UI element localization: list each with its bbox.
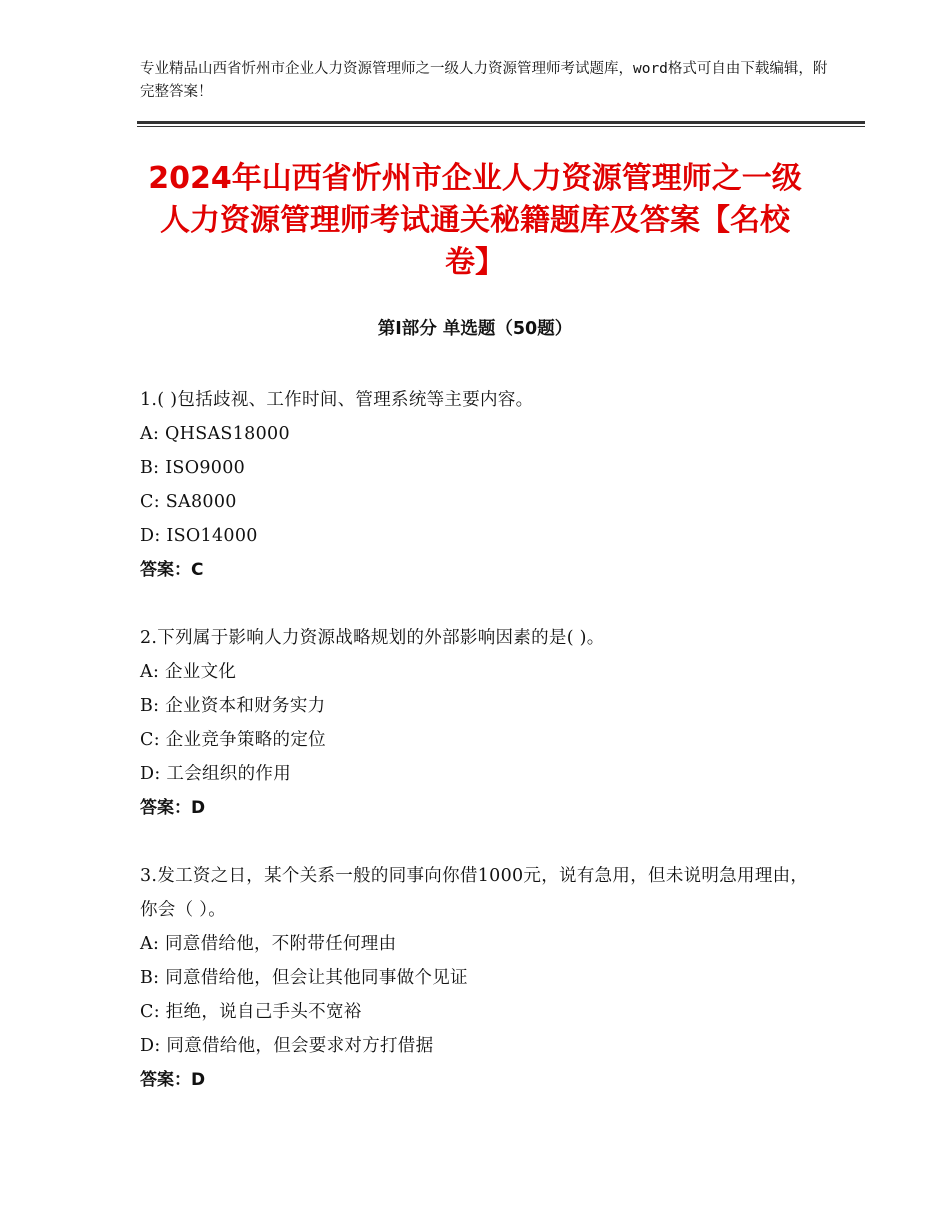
document-title: 2024年山西省忻州市企业人力资源管理师之一级人力资源管理师考试通关秘籍题库及答案【名校卷】 — [148, 161, 802, 280]
option-c: C: SA8000 — [140, 492, 237, 512]
option-b: B: 同意借给他，但会让其他同事做个见证 — [140, 968, 468, 988]
question-list — [140, 383, 820, 1131]
question-stem: 1.( )包括歧视、工作时间、管理系统等主要内容。 — [140, 390, 534, 410]
option-c: C: 企业竞争策略的定位 — [140, 730, 326, 750]
header-rule-thick — [137, 121, 865, 124]
header-note: 专业精品山西省忻州市企业人力资源管理师之一级人力资源管理师考试题库，word格式可自由下载编辑，附完整答案！ — [140, 61, 828, 100]
section-title: 第Ⅰ部分 单选题（50题） — [377, 319, 573, 339]
header-rule-thin — [137, 126, 865, 127]
option-d: D: 工会组织的作用 — [140, 764, 291, 784]
answer: 答案：D — [140, 1070, 206, 1090]
option-d: D: ISO14000 — [140, 526, 258, 546]
question-1 — [140, 383, 820, 587]
option-a: A: QHSAS18000 — [140, 424, 290, 444]
answer: 答案：C — [140, 560, 204, 580]
option-a: A: 同意借给他，不附带任何理由 — [140, 934, 397, 954]
option-b: B: ISO9000 — [140, 458, 246, 478]
question-stem: 3.发工资之日，某个关系一般的同事向你借1000元，说有急用，但未说明急用理由，你会（ ）。 — [140, 866, 809, 920]
question-stem: 2.下列属于影响人力资源战略规划的外部影响因素的是( )。 — [140, 628, 605, 648]
question-2 — [140, 621, 820, 825]
option-b: B: 企业资本和财务实力 — [140, 696, 326, 716]
question-3 — [140, 859, 820, 1097]
option-d: D: 同意借给他，但会要求对方打借据 — [140, 1036, 434, 1056]
option-c: C: 拒绝，说自己手头不宽裕 — [140, 1002, 362, 1022]
answer: 答案：D — [140, 798, 206, 818]
option-a: A: 企业文化 — [140, 662, 237, 682]
